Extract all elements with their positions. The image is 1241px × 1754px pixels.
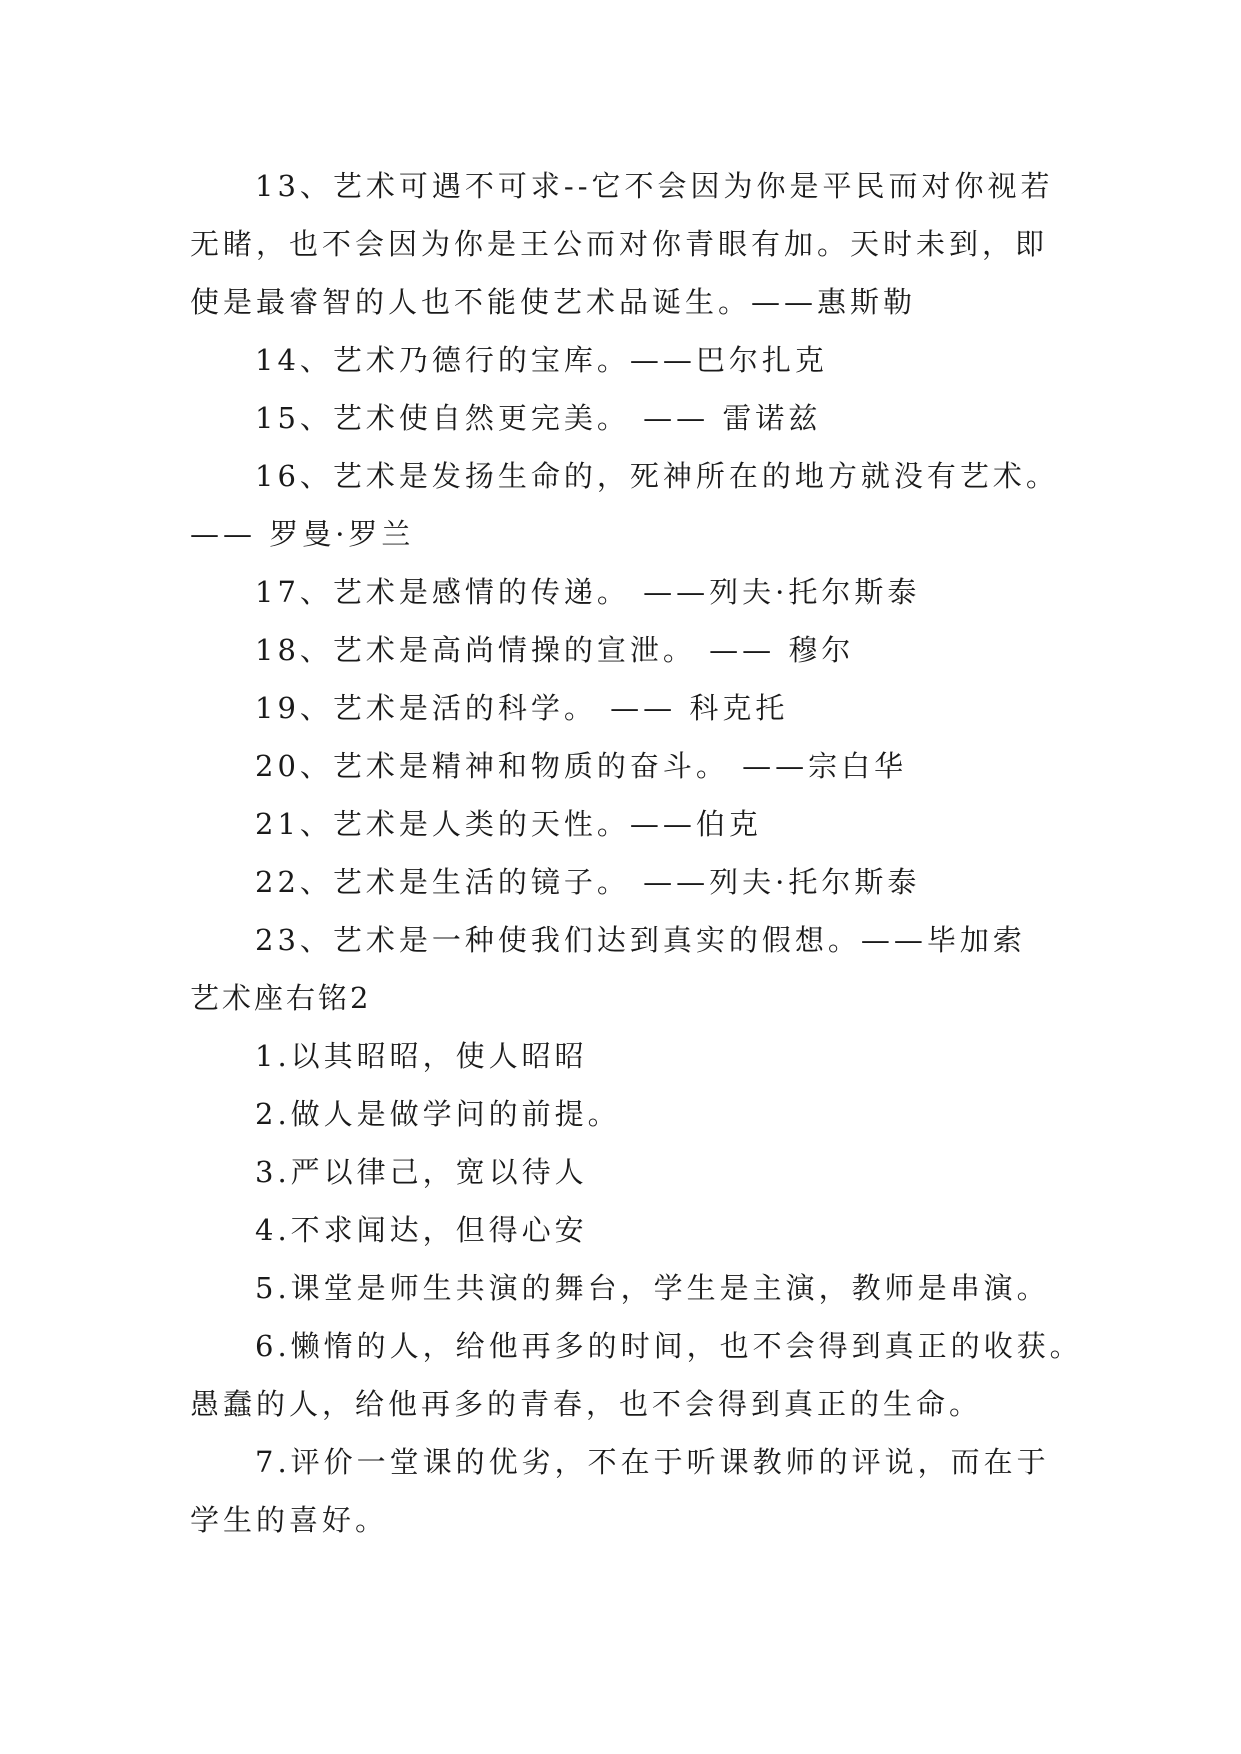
motto-6-line-1: 6.懒惰的人，给他再多的时间，也不会得到真正的收获。 [255, 1329, 1083, 1363]
section-heading: 艺术座右铭2 [190, 981, 372, 1015]
motto-6-line-2: 愚蠢的人，给他再多的青春，也不会得到真正的生命。 [190, 1387, 983, 1421]
quote-20: 20、艺术是精神和物质的奋斗。 ——宗白华 [255, 749, 908, 783]
motto-3: 3.严以律己，宽以待人 [255, 1155, 588, 1189]
quote-18: 18、艺术是高尚情操的宣泄。 —— 穆尔 [255, 633, 855, 667]
quote-19: 19、艺术是活的科学。 —— 科克托 [255, 691, 789, 725]
motto-4: 4.不求闻达，但得心安 [255, 1213, 588, 1247]
motto-7-line-1: 7.评价一堂课的优劣，不在于听课教师的评说，而在于 [255, 1445, 1050, 1479]
quote-22: 22、艺术是生活的镜子。 ——列夫·托尔斯泰 [255, 865, 921, 899]
quote-17: 17、艺术是感情的传递。 ——列夫·托尔斯泰 [255, 575, 921, 609]
quote-16-line-1: 16、艺术是发扬生命的，死神所在的地方就没有艺术。 [255, 459, 1059, 493]
quote-23: 23、艺术是一种使我们达到真实的假想。——毕加索 [255, 923, 1026, 957]
motto-7-line-2: 学生的喜好。 [190, 1503, 389, 1537]
quote-14: 14、艺术乃德行的宝库。——巴尔扎克 [255, 343, 828, 377]
quote-16-line-2: —— 罗曼·罗兰 [190, 517, 415, 551]
quote-13-line-2: 无睹，也不会因为你是王公而对你青眼有加。天时未到，即 [190, 227, 1049, 261]
quote-15: 15、艺术使自然更完美。 —— 雷诺兹 [255, 401, 822, 435]
motto-2: 2.做人是做学问的前提。 [255, 1097, 621, 1131]
motto-5: 5.课堂是师生共演的舞台，学生是主演，教师是串演。 [255, 1271, 1050, 1305]
motto-1: 1.以其昭昭，使人昭昭 [255, 1039, 588, 1073]
quote-13-line-1: 13、艺术可遇不可求--它不会因为你是平民而对你视若 [255, 169, 1054, 203]
quote-21: 21、艺术是人类的天性。——伯克 [255, 807, 762, 841]
quote-13-line-3: 使是最睿智的人也不能使艺术品诞生。——惠斯勒 [190, 285, 917, 319]
